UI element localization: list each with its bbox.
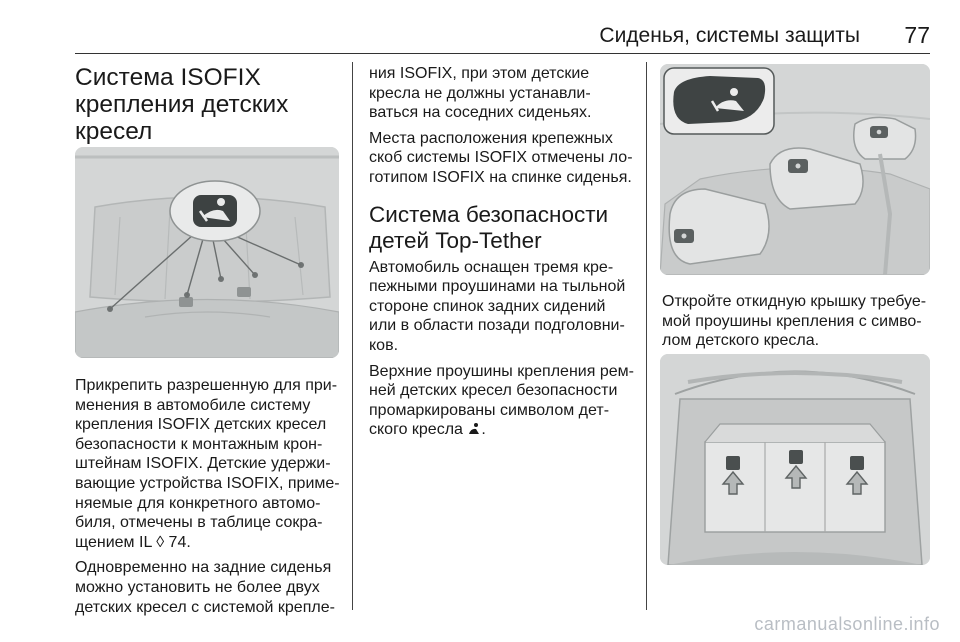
column-2-body (369, 64, 641, 446)
text-line: ваться на соседних сиденьях. (369, 104, 592, 122)
column-1-body (75, 376, 350, 623)
text-line: кресла не должны устанавли- (369, 84, 591, 102)
paragraph-top-tether-symbol (369, 362, 641, 440)
column-divider-1 (352, 62, 353, 610)
column-3-body (662, 292, 932, 357)
heading-line: крепления детских кресел (75, 91, 289, 145)
paragraph-open-flap (662, 292, 932, 351)
text-line: ней детских кресел безопасности (369, 382, 618, 400)
text-line: или в области позади подголовни- (369, 317, 625, 335)
text-line: ния ISOFIX, при этом детские (369, 65, 590, 82)
rear-seat-drawing (75, 147, 339, 358)
text-line-with-page-reference[interactable]: щением IL ◊ 74. (75, 533, 191, 551)
text-line: скоб системы ISOFIX отмечены ло- (369, 149, 633, 167)
paragraph-isofix-continued (369, 64, 641, 123)
paragraph-isofix-logo (369, 129, 641, 188)
text-line: Одновременно на задние сиденья (75, 559, 332, 577)
trunk-tether-eyelets-illustration (660, 354, 930, 565)
text-line: Верхние проушины крепления рем- (369, 362, 634, 380)
text-line: стороне спинок задних сидений (369, 297, 606, 315)
text-line: менения в автомобиле систему (75, 396, 311, 414)
heading-line: детей Top-Tether (369, 227, 542, 253)
text-line: вающие устройства ISOFIX, приме- (75, 474, 340, 492)
paragraph-max-two-seats (75, 558, 350, 617)
text-line: лом детского кресла. (662, 332, 820, 350)
page-header-title: Сиденья, системы защиты (599, 24, 860, 47)
text-line: Места расположения крепежных (369, 129, 613, 147)
text-line: ского кресла (369, 421, 463, 439)
paragraph-isofix-install (75, 376, 350, 552)
text-line: можно установить не более двух (75, 578, 320, 596)
page-number: 77 (904, 22, 930, 48)
text-line: ков. (369, 336, 399, 354)
header-divider (75, 53, 930, 54)
rear-seat-isofix-illustration (75, 147, 339, 358)
text-line: Прикрепить разрешенную для при- (75, 377, 338, 394)
paragraph-top-tether-eyelets (369, 258, 641, 356)
text-line: безопасности к монтажным крон- (75, 435, 323, 453)
text-line: Автомобиль оснащен тремя кре- (369, 258, 614, 276)
headrest-drawing (660, 64, 930, 275)
text-line: штейнам ISOFIX. Детские удержи- (75, 455, 331, 473)
text-line: мой проушины крепления с симво- (662, 312, 922, 330)
text-line: крепления ISOFIX детских кресел (75, 416, 327, 434)
trunk-drawing (660, 354, 930, 565)
top-tether-headrest-illustration (660, 64, 930, 275)
column-divider-2 (646, 62, 647, 610)
heading-line: Система безопасности (369, 201, 609, 227)
section-heading-top-tether (369, 202, 641, 254)
text-line: Откройте откидную крышку требуе- (662, 293, 927, 310)
text-line: биля, отмечены в таблице сокра- (75, 514, 323, 532)
text-line-end: . (481, 421, 486, 439)
text-line: пежными проушинами на тыльной (369, 278, 626, 296)
heading-line: Система ISOFIX (75, 64, 261, 91)
child-seat-icon (467, 422, 481, 436)
text-line: промаркированы символом дет- (369, 401, 610, 419)
text-line: детских кресел с системой крепле- (75, 598, 335, 616)
text-line: готипом ISOFIX на спинке сиденья. (369, 168, 632, 186)
watermark-text: carmanualsonline.info (754, 614, 940, 634)
text-line: няемые для конкретного автомо- (75, 494, 321, 512)
